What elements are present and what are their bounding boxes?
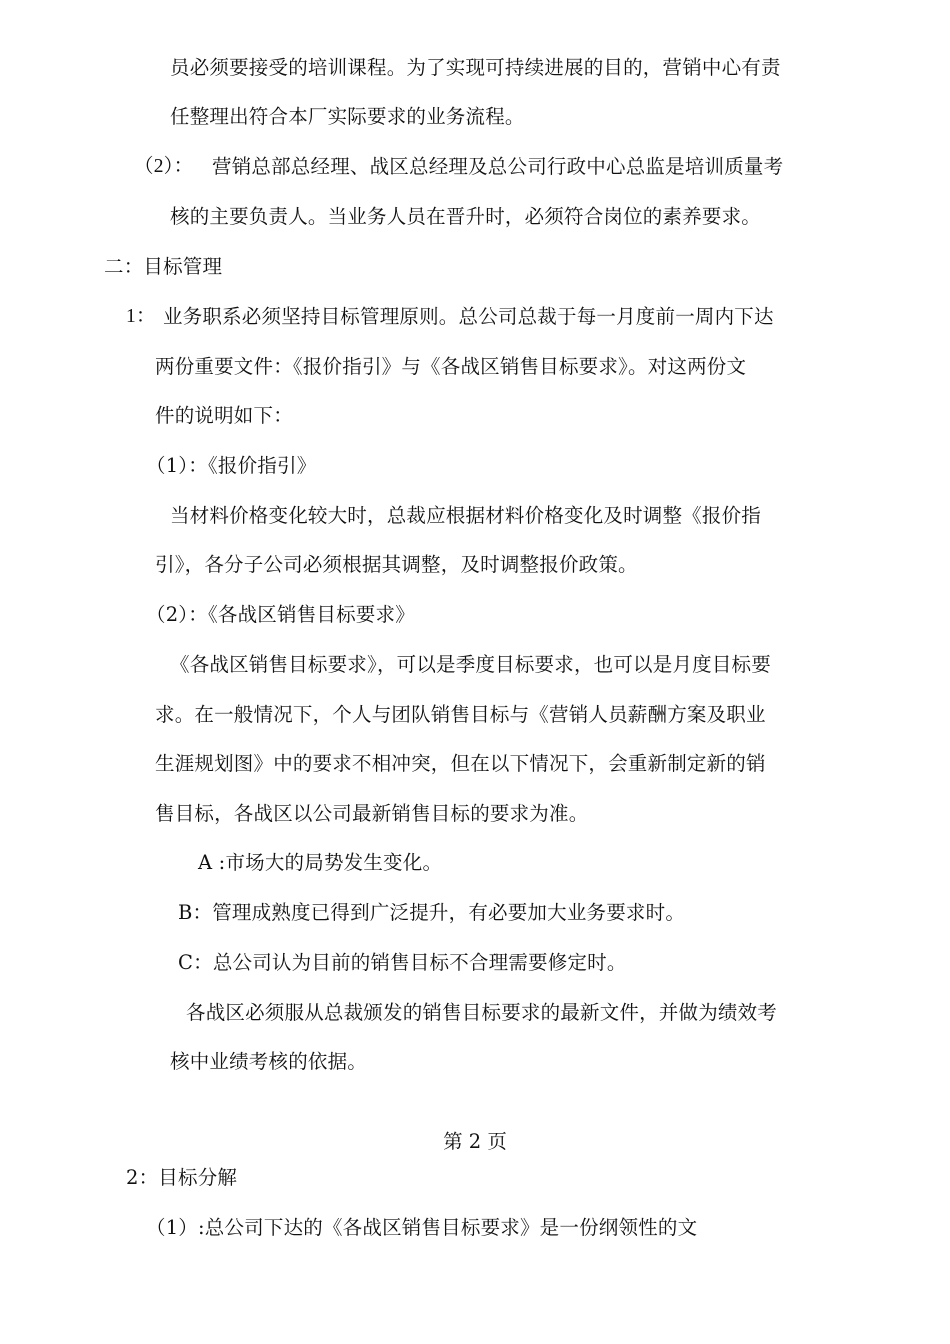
paragraph-line: 业务职系必须坚持目标管理原则。总公司总裁于每一月度前一周内下达	[163, 305, 774, 328]
list-item: A :市场大的局势发生变化。	[198, 851, 443, 874]
section-heading: 二：目标管理	[104, 255, 223, 278]
paragraph-line: 售目标，各战区以公司最新销售目标的要求为准。	[155, 802, 589, 825]
subsection-heading: （1）：《报价指引》	[146, 454, 317, 477]
subsection-heading: （2）：《各战区销售目标要求》	[146, 603, 415, 626]
paragraph-line: 核的主要负责人。当业务人员在晋升时，必须符合岗位的素养要求。	[170, 205, 762, 228]
paragraph-line: 件的说明如下：	[155, 404, 293, 427]
paragraph-line: 员必须要接受的培训课程。为了实现可持续进展的目的，营销中心有责	[170, 56, 781, 79]
paragraph-line: 求。在一般情况下，个人与团队销售目标与《营销人员薪酬方案及职业	[155, 703, 766, 726]
paragraph-line: 生涯规划图》中的要求不相冲突，但在以下情况下，会重新制定新的销	[155, 752, 766, 775]
paragraph-line: 《各战区销售目标要求》，可以是季度目标要求，也可以是月度目标要	[170, 653, 771, 676]
list-item-label: （2）：	[134, 156, 194, 177]
list-item: B：管理成熟度已得到广泛提升，有必要加大业务要求时。	[178, 901, 686, 924]
paragraph-line: 营销总部总经理、战区总经理及总公司行政中心总监是培训质量考	[212, 155, 784, 178]
paragraph-line: 各战区必须服从总裁颁发的销售目标要求的最新文件，并做为绩效考	[186, 1001, 778, 1024]
paragraph-line: 当材料价格变化较大时，总裁应根据材料价格变化及时调整《报价指	[170, 504, 762, 527]
paragraph-line: 任整理出符合本厂实际要求的业务流程。	[170, 105, 525, 128]
list-item-label: 1：	[126, 306, 156, 327]
paragraph-line: 两份重要文件：《报价指引》与《各战区销售目标要求》。对这两份文	[155, 355, 747, 378]
section-heading: 2：目标分解	[126, 1166, 238, 1189]
page-number: 第 2 页	[443, 1130, 507, 1153]
paragraph-line: 核中业绩考核的依据。	[170, 1050, 368, 1073]
paragraph-line: （1）:总公司下达的《各战区销售目标要求》是一份纲领性的文	[146, 1216, 698, 1239]
list-item: C：总公司认为目前的销售目标不合理需要修定时。	[178, 951, 627, 974]
paragraph-line: 引》，各分子公司必须根据其调整，及时调整报价政策。	[155, 553, 638, 576]
